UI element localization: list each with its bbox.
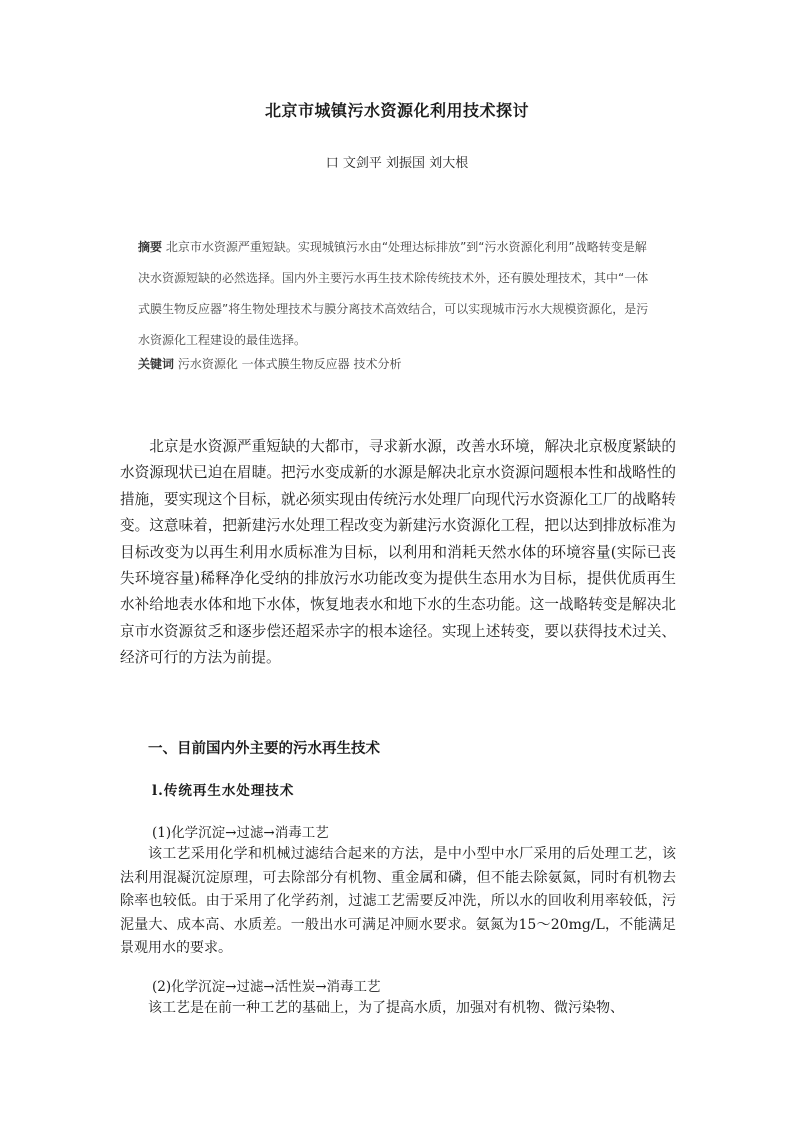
abstract-label: 摘要 <box>138 240 163 254</box>
abstract-text: 北京市水资源严重短缺。实现城镇污水由“处理达标排放”到“污水资源化利用”战略转变是解决水资源短缺的必然选择。国内外主要污水再生技术除传统技术外，还有膜处理技术，其中“一体式膜生物反应器”将生物处理技术与膜分离技术高效结合，可以实现城市污水大规模资源化，是污水资源化工程建设的最佳选择。 <box>138 240 649 347</box>
process-paragraph-1: 该工艺采用化学和机械过滤结合起来的方法，是中小型中水厂采用的后处理工艺，该法利用混凝沉淀原理，可去除部分有机物、重金属和磷，但不能去除氨氮，同时有机物去除率也较低。由于采用了化学药剂，过滤工艺需要反冲洗，所以水的回收利用率较低，污泥量大、成本高、水质差。一般出水可满足冲厕水要求。氨氮为15～20mg/L，不能满足景观用水的要求。 <box>120 846 676 956</box>
process-step-1: (1)化学沉淀→过滤→消毒工艺 <box>152 825 329 841</box>
intro-paragraph: 北京是水资源严重短缺的大都市，寻求新水源，改善水环境，解决北京极度紧缺的水资源现状已迫在眉睫。把污水变成新的水源是解决北京水资源问题根本性和战略性的措施，要实现这个目标，就必须实现由传统污水处理厂向现代污水资源化工厂的战略转变。这意味着，把新建污水处理工程改变为新建污水资源化工程，把以达到排放标准为目标改变为以再生利用水质标准为目标，以利用和消耗天然水体的环境容量(实际已丧失环境容量)稀释净化受纳的排放污水功能改变为提供生态用水为目标，提供优质再生水补给地表水体和地下水体，恢复地表水和地下水的生态功能。这一战略转变是解决北京市水资源贫乏和逐步偿还超采赤字的根本途径。实现上述转变，要以获得技术过关、经济可行的方法为前提。 <box>120 438 676 667</box>
keywords <box>138 355 658 372</box>
process-step-2: (2)化学沉淀→过滤→活性炭→消毒工艺 <box>152 979 381 995</box>
subsection-heading: l.传统再生水处理技术 <box>152 783 295 799</box>
process-paragraph-2: 该工艺是在前一种工艺的基础上，为了提高水质，加强对有机物、微污染物、 <box>148 1000 624 1016</box>
keywords-text: 污水资源化 一体式膜生物反应器 技术分析 <box>177 357 402 371</box>
authors: 口 文剑平 刘振国 刘大根 <box>325 156 469 171</box>
abstract <box>138 232 658 356</box>
section-heading: 一、目前国内外主要的污水再生技术 <box>148 740 380 757</box>
keywords-label: 关键词 <box>138 357 175 371</box>
paper-title: 北京市城镇污水资源化利用技术探讨 <box>264 101 529 120</box>
